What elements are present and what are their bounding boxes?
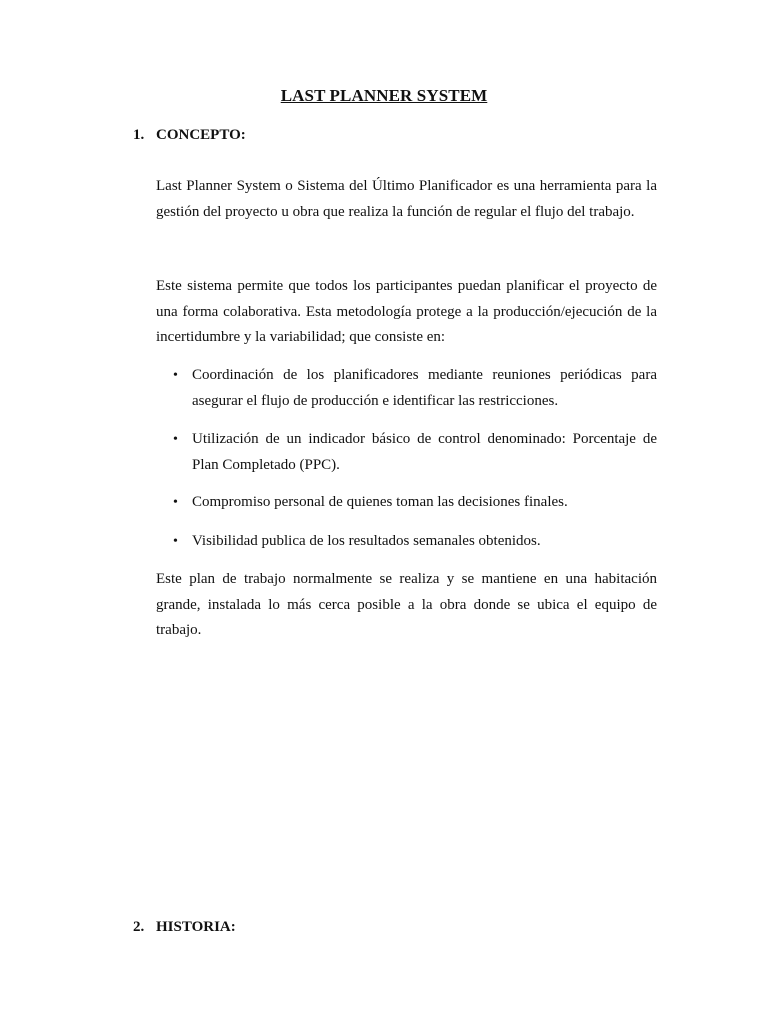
paragraph-definition: Last Planner System o Sistema del Último Planificador es una herramienta para la gestión del proyecto u obra que realiza la función de regular el flujo del trabajo. (156, 178, 657, 220)
list-item (156, 363, 657, 414)
page-title: LAST PLANNER SYSTEM (280, 86, 488, 105)
section-number: 2. (133, 919, 145, 935)
list-item (156, 490, 657, 516)
section-number: 1. (133, 127, 145, 143)
bullet-icon: • (173, 368, 178, 383)
bullet-text: Visibilidad publica de los resultados semanales obtenidos. (192, 533, 541, 549)
list-item (156, 529, 657, 555)
paragraph-closing: Este plan de trabajo normalmente se realiza y se mantiene en una habitación grande, instalada lo más cerca posible a la obra donde se ubica el equipo de trabajo. (156, 571, 657, 638)
bullet-icon: • (173, 534, 178, 549)
section-heading-historia (133, 919, 236, 936)
bullet-text: Utilización de un indicador básico de control denominado: Porcentaje de Plan Completado (PPC). (192, 431, 657, 473)
section-heading-concepto (133, 127, 246, 144)
bullet-text: Compromiso personal de quienes toman las decisiones finales. (192, 494, 568, 510)
list-item (156, 427, 657, 478)
section-title: HISTORIA: (156, 919, 236, 935)
bullet-text: Coordinación de los planificadores mediante reuniones periódicas para asegurar el flujo de producción e identificar las restricciones. (192, 367, 657, 409)
paragraph-collaborative: Este sistema permite que todos los participantes puedan planificar el proyecto de una forma colaborativa. Esta metodología protege a la producción/ejecución de la incertidumbre y la variabilidad; que consiste en: (156, 278, 657, 345)
bullet-icon: • (173, 432, 178, 447)
bullet-icon: • (173, 495, 178, 510)
section-title: CONCEPTO: (156, 127, 246, 143)
